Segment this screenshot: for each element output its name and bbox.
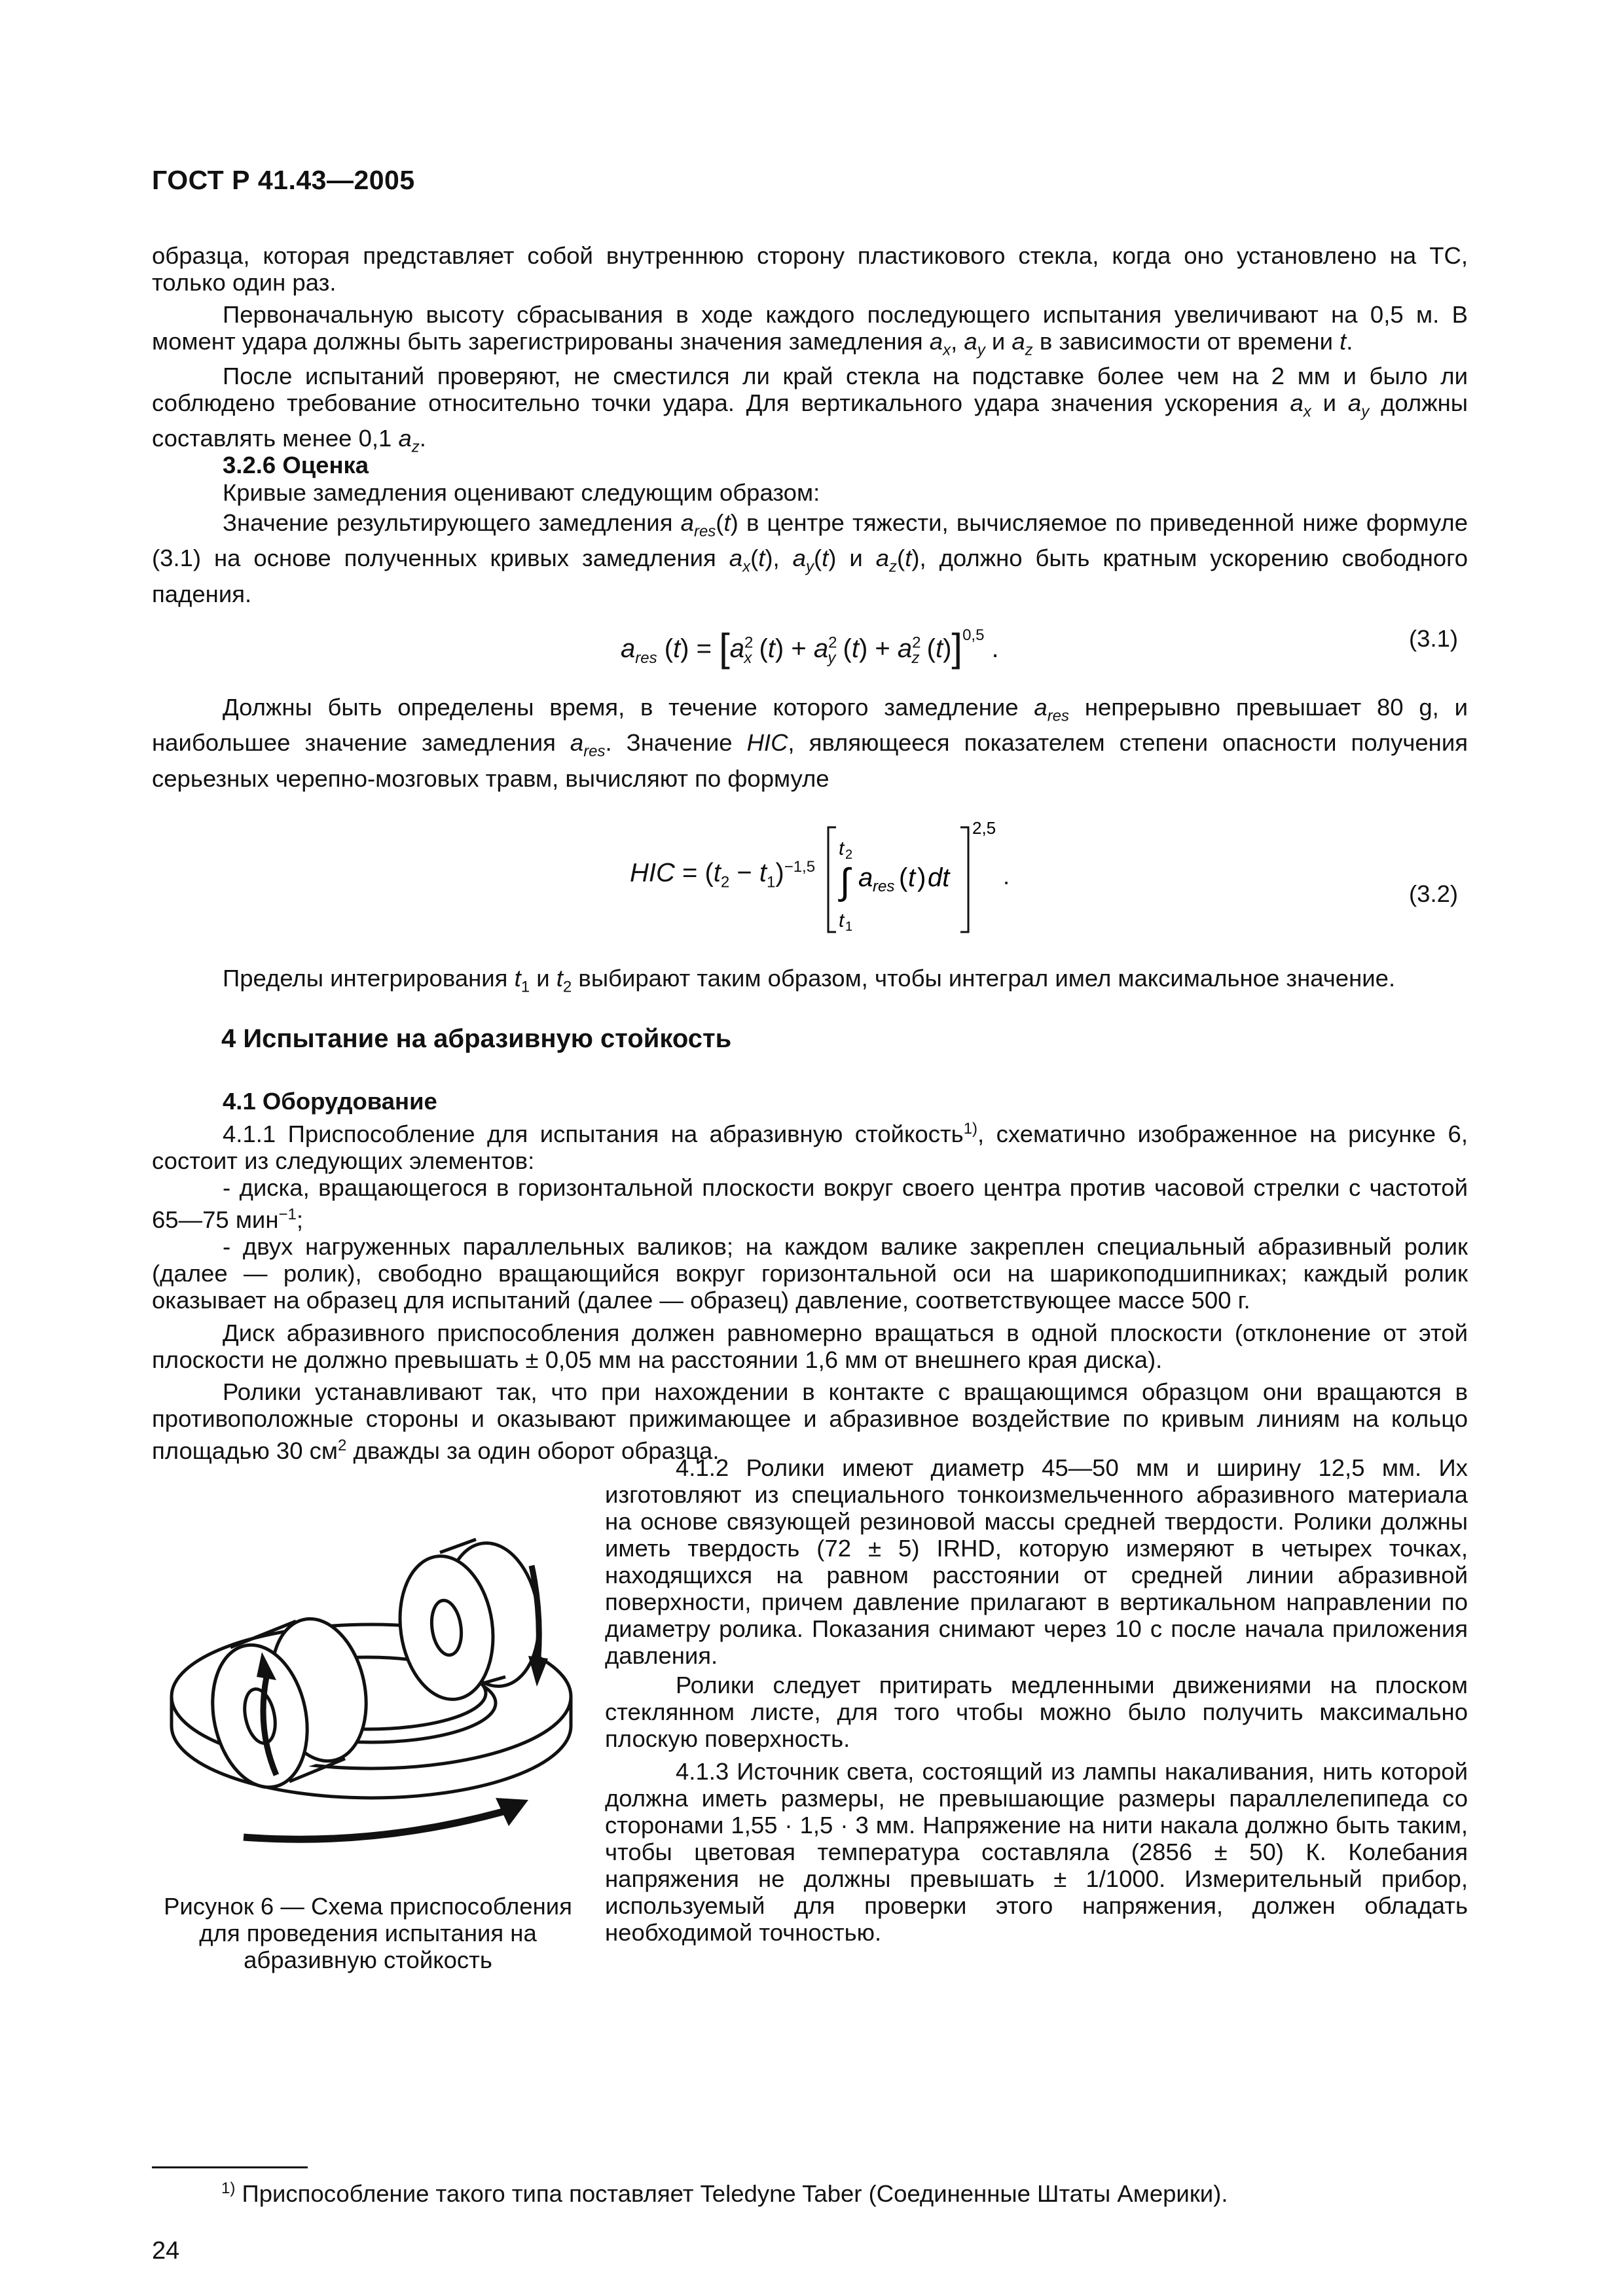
footnote-separator [152, 2166, 308, 2168]
paragraph-resultant-deceleration: Значение результирующего замедления $a_{res}(t)$ в центре тяжести, вычисляемое по приведенной ниже формуле (3.1) на основе полученных кривых замедления $a_x(t)$, $a_y(t)$ и $a_z(t)$, должно быть кратным ускорению свободного падения. [152, 509, 1468, 607]
paragraph-rollers-contact: Ролики устанавливают так, что при нахождении в контакте с вращающимся образцом они вращаются в противоположные стороны и оказывают прижимающее и абразивное воздействие по кривым линиям на кольцо площадью 30 $см^2$ дважды за один оборот образца. [152, 1378, 1468, 1465]
list-item-disk: - диска, вращающегося в горизонтальной плоскости вокруг своего центра против часовой стрелки с частотой 65—75 мин$^{-1}$; [152, 1174, 1468, 1234]
svg-text:t: t [908, 863, 916, 892]
paragraph-edge-check: После испытаний проверяют, не сместился ли край стекла на подставке более чем на 2 мм и было ли соблюдено требование относительно точки удара. Для вертикального удара значения ускорения $a_x$ и $a_y$ должны составлять менее 0,1 $a_z$. [152, 363, 1468, 456]
svg-text:t: t [839, 838, 845, 859]
paragraph-4-1-1: 4.1.1 Приспособление для испытания на абразивную стойкость$^{1)}$, схематично изображенное на рисунке 6, состоит из следующих элементов: [152, 1120, 1468, 1175]
document-header: ГОСТ Р 41.43—2005 [152, 165, 415, 195]
svg-text:∫: ∫ [840, 861, 850, 902]
svg-text:a: a [858, 863, 873, 892]
figure-abrasion-device [152, 1480, 591, 1867]
formula-3-2-number: (3.2) [1409, 880, 1459, 907]
svg-text:): ) [917, 863, 926, 892]
footnote: $^{1)}$ Приспособление такого типа поставляет Teledyne Taber (Соединенные Штаты Америки). [221, 2179, 1228, 2208]
list-item-rollers: - двух нагруженных параллельных валиков; на каждом валике закреплен специальный абразивный ролик (далее — ролик), свободно вращающийся вокруг горизонтальной оси на шарикоподшипниках; каждый ролик оказывает на образец для испытаний (далее — образец) давление, соответствующее массе 500 г. [152, 1233, 1468, 1314]
paragraph-4-1-2: 4.1.2 Ролики имеют диаметр 45—50 мм и ширину 12,5 мм. Их изготовляют из специального тонкоизмельченного абразивного материала на основе связующей резиновой массы средней твердости. Ролики должны иметь твердость (72 ± 5) IRHD, которую измеряют в четырех точках, находящихся на равном расстоянии от средней линии абразивной поверхности, причем давление прилагают в вертикальном направлении по диаметру ролика. Показания снимают через 10 с после начала приложения давления. [605, 1454, 1468, 1669]
subsection-heading-4-1: 4.1 Оборудование [223, 1088, 437, 1115]
figure-6-caption: Рисунок 6 — Схема приспособления для проведения испытания на абразивную стойкость [164, 1893, 572, 1973]
formula-3-1-number: (3.1) [1409, 625, 1459, 652]
section-heading-4: 4 Испытание на абразивную стойкость [221, 1024, 732, 1053]
svg-text:t: t [839, 910, 845, 931]
formula-3-1: $a_{res}$ $(t) = [a^2_x$ $(t) + a^2_y$ $(t) + a^2_z$ (t)]$^{0,5}$ . [621, 626, 999, 670]
svg-text:res: res [873, 878, 895, 895]
paragraph-integration-limits: Пределы интегрирования $t_1$ и $t_2$ выбирают таким образом, чтобы интеграл имел максимальное значение. [223, 965, 1396, 996]
svg-text:2,5: 2,5 [972, 818, 996, 838]
hic-integral-brackets [822, 816, 1018, 946]
paragraph-4-1-3: 4.1.3 Источник света, состоящий из лампы накаливания, нить которой должна иметь размеры, не превышающие размеры параллелепипеда со сторонами 1,55 · 1,5 · 3 мм. Напряжение на нити накала должно быть таким, чтобы цветовая температура составляла (2856 ± 50) К. Колебания напряжения не должны превышать ± 1/1000. Измерительный прибор, используемый для проверки этого напряжения, должен обладать необходимой точностью. [605, 1758, 1468, 1946]
paragraph-roller-lapping: Ролики следует притирать медленными движениями на плоском стеклянном листе, для того чтобы можно было получить максимально плоскую поверхность. [605, 1672, 1468, 1752]
svg-text:2: 2 [845, 848, 853, 862]
svg-text:(: ( [899, 863, 908, 892]
paragraph-drop-height: Первоначальную высоту сбрасывания в ходе каждого последующего испытания увеличивают на 0,5 м. В момент удара должны быть зарегистрированы значения замедления $a_x$, $a_y$ и $a_z$ в зависимости от времени t. [152, 301, 1468, 359]
svg-text:1: 1 [845, 920, 853, 934]
subsection-heading-3-2-6: 3.2.6 Оценка [223, 452, 369, 478]
page-number: 24 [152, 2237, 180, 2265]
paragraph-hic-definition: Должны быть определены время, в течение которого замедление $a_{res}$ непрерывно превышает 80 g, и наибольшее значение замедления $a_{res}$. Значение HIC, являющееся показателем степени опасности получения серьезных черепно-мозговых травм, вычисляют по формуле [152, 694, 1468, 792]
paragraph-curves-evaluation: Кривые замедления оценивают следующим образом: [223, 479, 820, 506]
paragraph-disk-rotation: Диск абразивного приспособления должен равномерно вращаться в одной плоскости (отклонение от этой плоскости не должно превышать ± 0,05 мм на расстоянии 1,6 мм от внешнего края диска). [152, 1319, 1468, 1373]
document-page: ГОСТ Р 41.43—2005 образца, которая представляет собой внутреннюю сторону пластикового стекла, когда оно установлено на ТС, только один раз. Первоначальную высоту сбрасывания в ходе каждого последующего испытания увеличивают на 0,5 м. В момент удара должны быть зарегистрированы значения замедления $a_x$, $a_y$ и $a_z$ в зависимости от времени t. После испытаний проверяют, не сместился ли край стекла на подставке более чем на 2 мм и было ли соблюдено требование относительно точки удара. Для вертикального удара значения ускорения $a_x$ и $a_y$ должны составлять менее 0,1 $a_z$. 3.2.6 Оценка Кривые замедления оценивают следующим образом: Значение результирующего замедления $a_{res}(t)$ в центре тяжести, вычисляемое по приведенной ниже формуле (3.1) на основе полученных кривых замедления $a_x(t)$, $a_y(t)$ и $a_z(t)$, должно быть кратным ускорению свободного падения. $a_{res}$ $(t) = [a^2_x$ $(t) + a^2_y$ $(t) + a^2_z$ (t)]$^{0,5}$ . (3.1) Должны быть определены время, в течение которого замедление $a_{res}$ непрерывно превышает 80 g, и наибольшее значение замедления $a_{res}$. Значение HIC, являющееся показателем степени опасности получения серьезных черепно-мозговых травм, вычисляют по формуле HIC = $(t_2 - t_1)^{-1,5}$ t 2 ∫ a res ( t ) dt t 1 2,5 . (3.2) Пределы интегрирования $t_1$ и $t_2$ выбирают таким образом, чтобы интеграл имел максимальное значение. 4 Испытание на абразивную стойкость 4.1 Оборудование 4.1.1 Приспособление для испытания на абразивную стойкость$^{1)}$, схематично изображенное на рисунке 6, состоит из следующих элементов: - диска, вращающегося в горизонтальной плоскости вокруг своего центра против часовой стрелки с частотой 65—75 мин$^{-1}$; - двух нагруженных параллельных валиков; на каждом валике закреплен специальный абразивный ролик (далее — ролик), свободно вращающийся вокруг горизонтальной оси на шарикоподшипниках; каждый ролик оказывает на образец для испытаний (далее — образец) давление, соответствующее массе 500 г. Диск абразивного приспособления должен равномерно вращаться в одной плоскости (отклонение от этой плоскости не должно превышать ± 0,05 мм на расстоянии 1,6 мм от внешнего края диска). Ролики устанавливают так, что при нахождении в контакте с вращающимся образцом они вращаются в противоположные стороны и оказывают прижимающее и абразивное воздействие по кривым линиям на кольцо площадью 30 $см^2$ дважды за один оборот образца. 4.1.2 Ролики имеют диаметр 45—50 мм и ширину 12,5 мм. Их изготовляют из специального тонкоизмельченного абразивного материала на основе связующей резиновой массы средней твердости. Ролики должны иметь твердость (72 ± 5) IRHD, которую измеряют в четырех точках, находящихся на равном расстоянии от средней линии абразивной поверхности, причем давление прилагают в вертикальном направлении по диаметру ролика. Показания снимают через 10 с после начала приложения давления. Ролики следует притирать медленными движениями на плоском стеклянном листе, для того чтобы можно было получить максимально плоскую поверхность. 4.1.3 Источник света, состоящий из лампы накаливания, нить которой должна иметь размеры, не превышающие размеры параллелепипеда со сторонами 1,55 · 1,5 · 3 мм. Напряжение на нити накала должно быть таким, чтобы цветовая температура составляла (2856 ± 50) К. Колебания напряжения не должны превышать ± 1/1000. Измерительный прибор, используемый для проверки этого напряжения, должен обладать необходимой точностью. Рисунок 6 — Схема приспособления для проведения испытания на абразивную стойкость $^{1)}$ Приспособление такого типа поставляет Teledyne Taber (Соединенные Штаты Америки). 24 [152, 165, 1468, 2265]
svg-text:dt: dt [928, 863, 950, 892]
paragraph-sample-side: образца, которая представляет собой внутреннюю сторону пластикового стекла, когда оно установлено на ТС, только один раз. [152, 242, 1468, 296]
rotation-arrow-icon [244, 1811, 505, 1839]
